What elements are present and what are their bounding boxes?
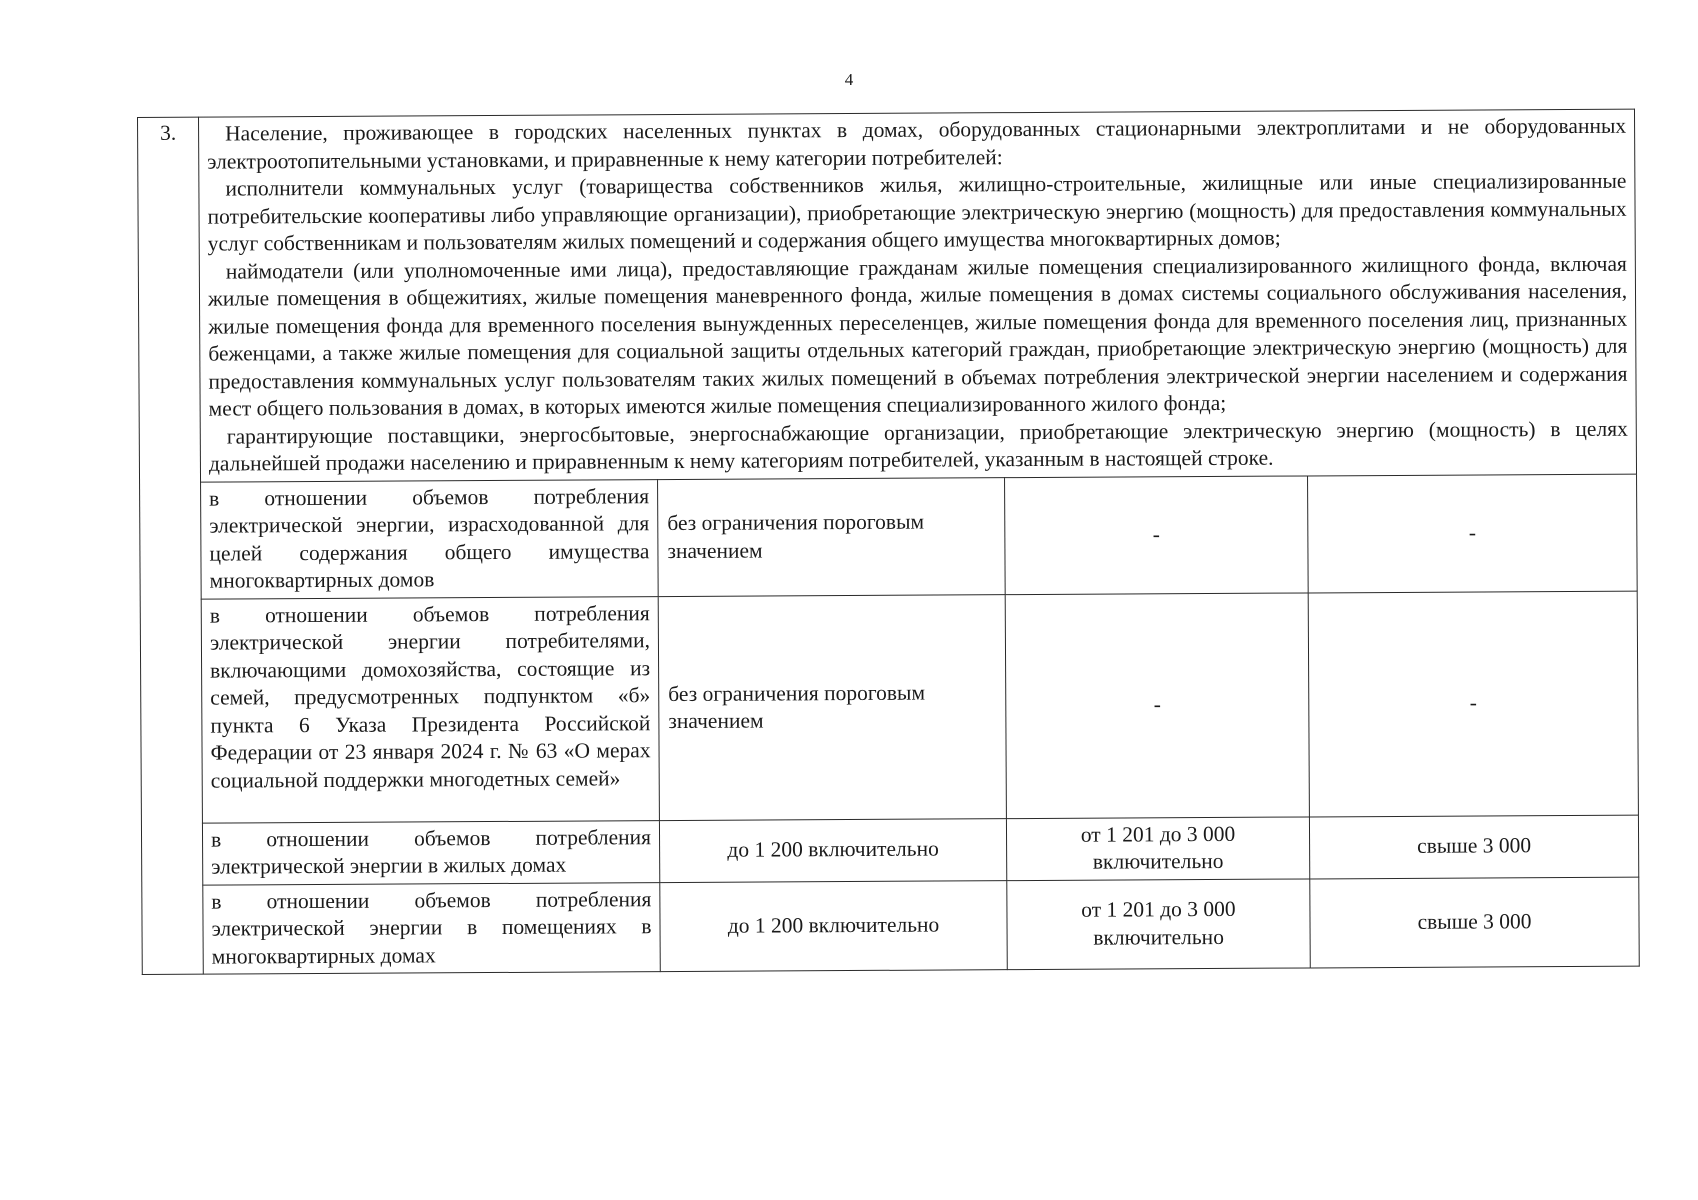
row-number: 3. bbox=[138, 117, 204, 974]
range-3-cell: - bbox=[1308, 591, 1638, 817]
table-row bbox=[140, 474, 1638, 599]
page-number: 4 bbox=[844, 70, 854, 89]
range-3-cell: свыше 3 000 bbox=[1310, 877, 1640, 968]
row-description: в отношении объемов потребления электрической энергии, израсходованной для целей содержания общего имущества многоквартирных домов bbox=[201, 479, 659, 599]
range-2-cell: - bbox=[1005, 475, 1309, 594]
table-row bbox=[142, 877, 1640, 975]
intro-paragraph: исполнители коммунальных услуг (товарищества собственников жилья, жилищно-строительные, жилищные или иные специализированные потребительские кооперативы либо управляющие организации), приобретающие электрическую энергию (мощность) для предоставления коммунальных услуг собственникам и пользователям жилых помещений и содержания общего имущества многоквартирных домов; bbox=[207, 168, 1627, 256]
tariff-table bbox=[137, 109, 1640, 975]
range-1-cell: до 1 200 включительно bbox=[660, 880, 1007, 971]
row-description: в отношении объемов потребления электрической энергии в помещениях в многоквартирных домах bbox=[203, 882, 660, 974]
range-3-cell: свыше 3 000 bbox=[1309, 815, 1638, 879]
section-intro-row bbox=[138, 109, 1637, 482]
intro-paragraph: Население, проживающее в городских населенных пунктах в домах, оборудованных стационарными электроплитами и не оборудованных электроотопительными установками, и приравненные к нему категории потребителей: bbox=[207, 113, 1627, 174]
range-1-cell: без ограничения пороговым значением bbox=[658, 594, 1006, 820]
row-description: в отношении объемов потребления электрической энергии потребителями, включающими домохозяйства, состоящие из семей, предусмотренных подпунктом «б» пункта 6 Указа Президента Российской Федерации от 23 января 2024 г. № 63 «О мерах социальной поддержки многодетных семей» bbox=[201, 596, 659, 823]
range-2-cell: от 1 201 до 3 000 включительно bbox=[1006, 816, 1309, 880]
range-2-cell: от 1 201 до 3 000 включительно bbox=[1007, 878, 1310, 969]
table-row bbox=[141, 815, 1638, 885]
range-3-cell: - bbox=[1308, 474, 1638, 593]
row-description: в отношении объемов потребления электрической энергии в жилых домах bbox=[202, 820, 659, 885]
range-1-cell: до 1 200 включительно bbox=[659, 818, 1006, 882]
section-intro bbox=[199, 109, 1637, 482]
range-2-cell: - bbox=[1005, 592, 1309, 818]
intro-paragraph: наймодатели (или уполномоченные ими лица), предоставляющие гражданам жилые помещения специализированного жилищного фонда, включая жилые помещения в общежитиях, жилые помещения маневренного фонда, жилые помещения в домах системы социального обслуживания населения, жилые помещения фонда для временного поселения вынужденных переселенцев, жилые помещения фонда для временного поселения лиц, признанных беженцами, а также жилые помещения для социальной защиты отдельных категорий граждан, приобретающие электрическую энергию (мощность) для предоставления коммунальных услуг пользователям таких жилых помещений в объемах потребления электрической энергии населением и содержания мест общего пользования в домах, в которых имеются жилые помещения специализированного жилого фонда; bbox=[207, 251, 1628, 421]
table-row bbox=[140, 591, 1638, 823]
range-1-cell: без ограничения пороговым значением bbox=[658, 477, 1006, 596]
intro-paragraph: гарантирующие поставщики, энергосбытовые, энергоснабжающие организации, приобретающие электрическую энергию (мощность) в целях дальнейшей продажи населению и приравненным к нему категориям потребителей, указанным в настоящей строке. bbox=[208, 416, 1628, 476]
